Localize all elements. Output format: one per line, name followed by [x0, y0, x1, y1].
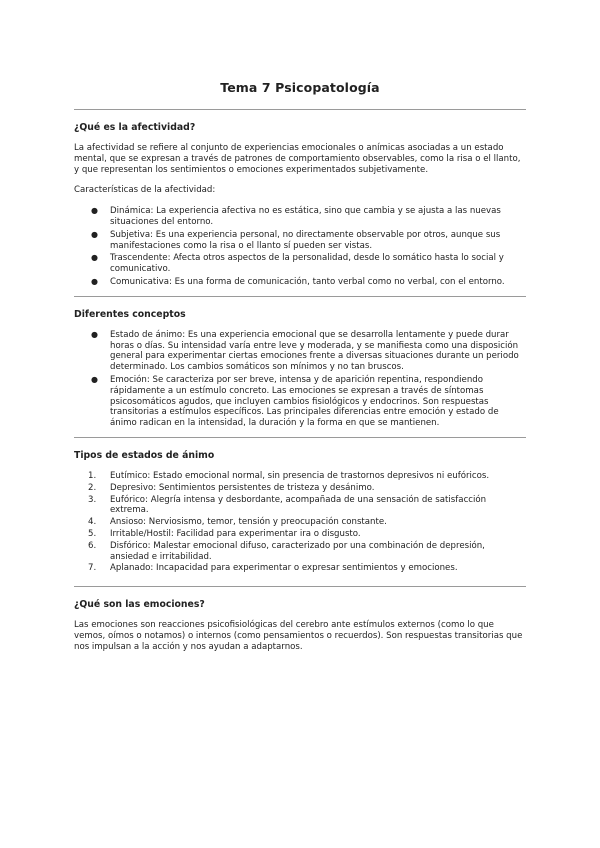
page-title: Tema 7 Psicopatología — [220, 80, 380, 95]
list-number: 3. — [88, 494, 97, 505]
bullet-icon: ● — [91, 206, 98, 216]
list-item — [74, 495, 526, 517]
section-emociones — [74, 587, 526, 652]
list-item — [74, 471, 526, 482]
list-item-text: Comunicativa: Es una forma de comunicación, tanto verbal como no verbal, con el entorno. — [110, 276, 505, 287]
bullet-list — [74, 330, 526, 429]
list-item-text: Emoción: Se caracteriza por ser breve, intensa y de aparición repentina, respondiendo rápidamente a un estímulo concreto. Las emociones se expresan a través de síntomas psicosomáticos agudos, que incluyen cambios fisiológicos y endocrinos. Son respuestas transitorias a estímulos específicos. Las principales diferencias entre emoción y estado de ánimo radican en la intensidad, la duración y la forma en que se mantienen. — [110, 374, 499, 429]
list-item-text: Trascendente: Afecta otros aspectos de la personalidad, desde lo somático hasta lo social y comunicativo. — [110, 253, 504, 275]
list-item-text: Dinámica: La experiencia afectiva no es estática, sino que cambia y se ajusta a las nuevas situaciones del entorno. — [110, 206, 501, 227]
document-page — [74, 80, 526, 663]
list-item — [74, 277, 526, 288]
list-item-text: Subjetiva: Es una experiencia personal, no directamente observable por otros, aunque sus manifestaciones como la risa o el llanto sí pueden ser vistas. — [110, 229, 501, 251]
section-heading: ¿Qué son las emociones? — [74, 599, 205, 611]
subheading: Características de la afectividad: — [74, 185, 216, 196]
list-item-text: Eutímico: Estado emocional normal, sin presencia de trastornos depresivos ni eufóricos. — [110, 470, 490, 481]
section-tipos — [74, 438, 526, 574]
list-item-text: Depresivo: Sentimientos persistentes de tristeza y desánimo. — [110, 482, 375, 493]
paragraph: Las emociones son reacciones psicofisiológicas del cerebro ante estímulos externos (como lo que vemos, oímos o notamos) o internos (como pensamientos o recuerdos). Son respuestas transitorias que nos impulsan a la acción y nos ayudan a adaptarnos. — [74, 620, 523, 652]
section-heading: Tipos de estados de ánimo — [74, 449, 215, 461]
numbered-list — [74, 471, 526, 574]
list-number: 6. — [88, 540, 97, 551]
list-item — [74, 483, 526, 494]
bullet-list — [74, 206, 526, 288]
bullet-icon: ● — [91, 276, 98, 286]
list-item-text: Disfórico: Malestar emocional difuso, caracterizado por una combinación de depresión, ansiedad e irritabilidad. — [110, 540, 485, 562]
bullet-icon: ● — [91, 329, 98, 339]
paragraph: La afectividad se refiere al conjunto de experiencias emocionales o anímicas asociadas a un estado mental, que se expresan a través de patrones de comportamiento observables, como la risa o el llanto, y que representan los sentimientos o emociones experimentados subjetivamente. — [74, 143, 521, 175]
bullet-icon: ● — [91, 229, 98, 239]
list-item — [74, 253, 526, 275]
list-item — [74, 529, 526, 540]
list-item — [74, 330, 526, 373]
list-item-text: Eufórico: Alegría intensa y desbordante, acompañada de una sensación de satisfacción extrema. — [110, 494, 487, 516]
list-item — [74, 541, 526, 563]
section-conceptos — [74, 297, 526, 429]
bullet-icon: ● — [91, 253, 98, 263]
list-number: 7. — [88, 563, 97, 574]
list-number: 5. — [88, 528, 97, 539]
list-item — [74, 206, 526, 228]
section-heading: Diferentes conceptos — [74, 308, 186, 320]
list-item-text: Aplanado: Incapacidad para experimentar o expresar sentimientos y emociones. — [110, 563, 458, 574]
list-number: 4. — [88, 517, 97, 528]
list-number: 1. — [88, 470, 97, 481]
list-item-text: Irritable/Hostil: Facilidad para experimentar ira o disgusto. — [110, 528, 361, 539]
list-item — [74, 230, 526, 252]
list-item-text: Ansioso: Nerviosismo, temor, tensión y preocupación constante. — [110, 517, 387, 528]
list-number: 2. — [88, 482, 97, 493]
section-heading: ¿Qué es la afectividad? — [74, 122, 196, 133]
section-afectividad — [74, 110, 526, 288]
list-item — [74, 563, 526, 574]
list-item-text: Estado de ánimo: Es una experiencia emocional que se desarrolla lentamente y puede durar horas o días. Su intensidad varía entre leve y moderada, y se manifiesta como una disposición general para experimentar ciertas emociones frente a diversas situaciones durante un periodo determinado. Los cambios somáticos son mínimos y no tan bruscos. — [110, 329, 519, 373]
list-item — [74, 375, 526, 429]
bullet-icon: ● — [91, 374, 98, 384]
list-item — [74, 517, 526, 528]
